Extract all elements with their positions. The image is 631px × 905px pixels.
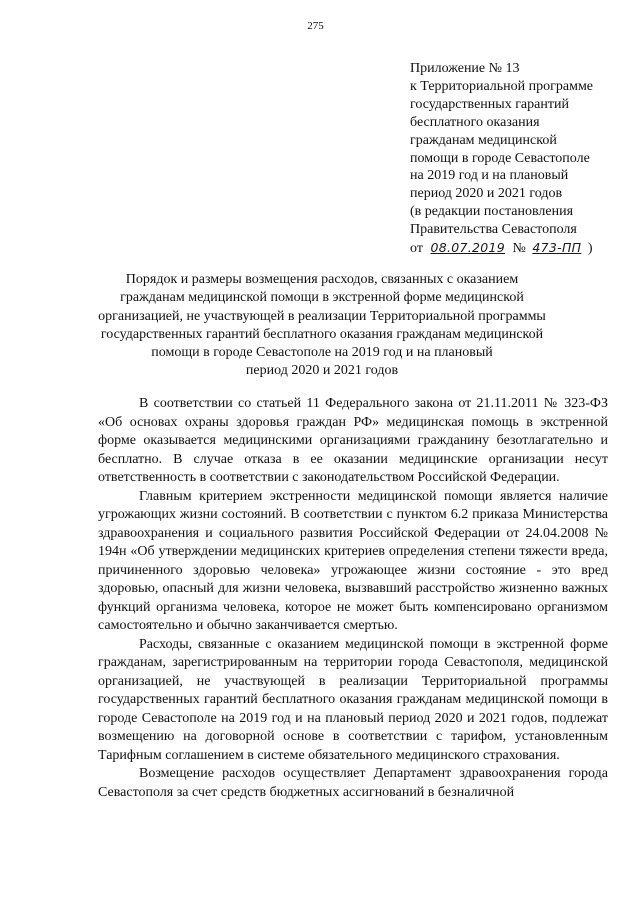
appendix-line: Приложение № 13 xyxy=(410,61,520,76)
appendix-line: помощи в городе Севастополе xyxy=(410,150,590,166)
appendix-line: государственных гарантий xyxy=(410,96,569,112)
body-paragraph: Главным критерием экстренности медицинской помощи является наличие угрожающих жизни состояний. В соответствии с пунктом 6.2 приказа Министерства здравоохранения и социального развития Российской Федерации от 24.04.2008 № 194н «Об утверждении медицинских критериев определения степени тяжести вреда, причиненного здоровью человека» угрожающее жизни состояние - это вред здоровью, опасный для жизни человека, вызвавший расстройство жизненно важных функций организма человека, которое не может быть компенсировано организмом самостоятельно и обычно заканчивается смертью. xyxy=(98,488,608,633)
title-line: организацией, не участвующей в реализации Территориальной программы xyxy=(98,308,546,324)
appendix-line: период 2020 и 2021 годов xyxy=(410,186,563,202)
page-number: 275 xyxy=(307,20,324,32)
handwritten-number: 473-ПП xyxy=(532,240,582,256)
appendix-line: Правительства Севастополя xyxy=(410,222,577,238)
appendix-line: бесплатного оказания xyxy=(410,114,540,130)
resolution-reference xyxy=(410,239,625,258)
body-paragraph: В соответствии со статьей 11 Федерального закона от 21.11.2011 № 323-ФЗ «Об основах охраны здоровья граждан РФ» медицинская помощь в экстренной форме оказывается медицинскими организациями гражданину безотлагательно и бесплатно. В случае отказа в ее оказании медицинские организации несут ответственность в соответствии с законодательством Российской Федерации. xyxy=(98,396,608,485)
title-line: гражданам медицинской помощи в экстренной форме медицинской xyxy=(120,290,524,306)
appendix-line: на 2019 год и на плановый xyxy=(410,168,569,184)
handwritten-date: 08.07.2019 xyxy=(430,240,506,256)
body-paragraph: Возмещение расходов осуществляет Департамент здравоохранения города Севастополя за счет средств бюджетных ассигнований в безналичной xyxy=(98,766,608,800)
from-label: от xyxy=(410,241,423,257)
appendix-line: (в редакции постановления xyxy=(410,204,574,220)
appendix-line: гражданам медицинской xyxy=(410,132,557,148)
close-paren: ) xyxy=(587,241,593,257)
number-label: № xyxy=(512,241,526,257)
title-line: Порядок и размеры возмещения расходов, связанных с оказанием xyxy=(125,272,519,287)
appendix-line: к Территориальной программе xyxy=(410,78,594,94)
document-title xyxy=(96,271,548,381)
appendix-header xyxy=(410,60,625,258)
title-line: государственных гарантий бесплатного оказания гражданам медицинской xyxy=(100,326,544,342)
title-line: помощи в городе Севастополе на 2019 год и на плановый xyxy=(151,345,493,361)
document-body xyxy=(98,395,608,802)
body-paragraph: Расходы, связанные с оказанием медицинской помощи в экстренной форме гражданам, зарегистрированным на территории города Севастополя, медицинской организацией, не участвующей в реализации Территориальной программы государственных гарантий бесплатного оказания гражданам медицинской помощи в городе Севастополе на 2019 год и на плановый период 2020 и 2021 годов, подлежат возмещению на договорной основе в соответствии с тарифом, установленным Тарифным соглашением в системе обязательного медицинского страхования. xyxy=(98,636,608,763)
title-line: период 2020 и 2021 годов xyxy=(245,363,399,379)
